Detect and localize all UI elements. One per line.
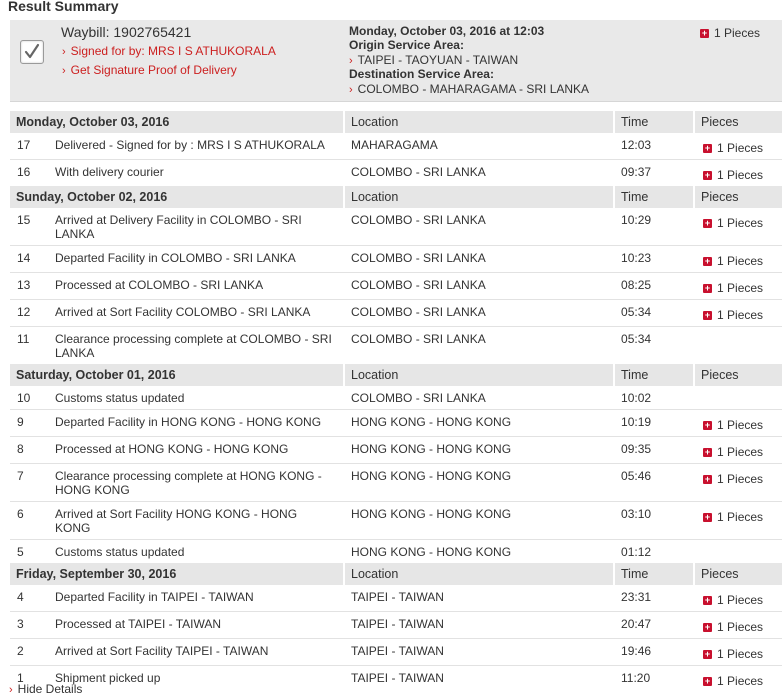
event-description: Clearance processing complete at HONG KONG - HONG KONG	[55, 463, 343, 501]
pieces-column-header: Pieces	[693, 364, 782, 386]
plus-icon: +	[704, 676, 711, 687]
delivery-date-time: Monday, October 03, 2016 at 12:03	[349, 24, 545, 38]
pieces-toggle[interactable]	[700, 26, 760, 40]
plus-icon: +	[704, 256, 711, 267]
event-number: 17	[17, 138, 31, 152]
event-time: 08:25	[613, 272, 693, 299]
event-location: HONG KONG - HONG KONG	[343, 436, 613, 463]
event-pieces-cell	[693, 208, 782, 245]
event-location: COLOMBO - SRI LANKA	[343, 245, 613, 272]
event-description: Customs status updated	[55, 539, 343, 563]
event-location: HONG KONG - HONG KONG	[343, 539, 613, 563]
event-pieces-cell	[693, 133, 782, 159]
event-row	[10, 539, 782, 563]
pieces-count: 1 Pieces	[714, 26, 761, 40]
event-location: HONG KONG - HONG KONG	[343, 463, 613, 501]
event-row	[10, 245, 782, 272]
event-time: 09:35	[613, 436, 693, 463]
event-location: MAHARAGAMA	[351, 138, 438, 152]
event-time: 10:19	[613, 409, 693, 436]
location-column-header: Location	[343, 111, 613, 133]
pieces-count: 1 Pieces	[717, 593, 764, 607]
chevron-right-icon: ›	[9, 684, 13, 696]
pieces-count: 1 Pieces	[717, 472, 764, 486]
pieces-column-header: Pieces	[693, 186, 782, 208]
date-section-header	[10, 186, 782, 208]
event-time: 20:47	[613, 611, 693, 638]
pieces-count: 1 Pieces	[717, 308, 764, 322]
signed-for-link[interactable]	[62, 44, 276, 58]
event-time: 05:34	[613, 299, 693, 326]
plus-icon: +	[704, 218, 711, 229]
destination-value	[349, 82, 589, 96]
event-description: Clearance processing complete at COLOMBO - SRI LANKA	[55, 326, 343, 364]
plus-icon: +	[704, 595, 711, 606]
chevron-right-icon: ›	[349, 84, 353, 96]
event-pieces-cell	[693, 272, 782, 299]
event-description: Departed Facility in TAIPEI - TAIWAN	[55, 590, 254, 604]
pieces-count: 1 Pieces	[717, 254, 764, 268]
event-number: 14	[10, 245, 55, 272]
event-description: With delivery courier	[55, 159, 343, 186]
time-column-header: Time	[613, 186, 693, 208]
hide-details-text: Hide Details	[17, 682, 83, 696]
signed-for-text: Signed for by: MRS I S ATHUKORALA	[70, 44, 276, 58]
pieces-count: 1 Pieces	[717, 445, 764, 459]
pieces-count: 1 Pieces	[717, 216, 764, 230]
event-location: TAIPEI - TAIWAN	[343, 638, 613, 665]
event-number: 8	[10, 436, 55, 463]
event-description: Arrived at Sort Facility TAIPEI - TAIWAN	[55, 638, 343, 665]
date-section-header	[10, 111, 782, 133]
event-pieces-cell	[693, 326, 782, 364]
event-pieces-cell	[693, 665, 782, 692]
pieces-toggle[interactable]	[703, 510, 763, 524]
event-row	[10, 208, 782, 245]
event-location: COLOMBO - SRI LANKA	[351, 213, 486, 227]
origin-value	[349, 53, 518, 67]
page-title: Result Summary	[8, 0, 119, 14]
event-description: Processed at TAIPEI - TAIWAN	[55, 611, 343, 638]
event-row	[10, 159, 782, 186]
plus-icon: +	[704, 622, 711, 633]
event-number: 6	[10, 501, 55, 539]
origin-label: Origin Service Area:	[349, 38, 464, 52]
event-description: Processed at HONG KONG - HONG KONG	[55, 436, 343, 463]
event-row	[10, 638, 782, 665]
hide-details-link[interactable]	[9, 682, 82, 696]
section-date: Saturday, October 01, 2016	[10, 364, 343, 386]
plus-icon: +	[704, 420, 711, 431]
event-location: TAIPEI - TAIWAN	[343, 611, 613, 638]
event-number: 5	[10, 539, 55, 563]
pieces-toggle[interactable]	[703, 141, 763, 155]
pieces-count: 1 Pieces	[717, 647, 764, 661]
origin-value-text: TAIPEI - TAOYUAN - TAIWAN	[357, 53, 519, 67]
event-location: COLOMBO - SRI LANKA	[343, 326, 613, 364]
event-time: 10:23	[613, 245, 693, 272]
signature-proof-link[interactable]	[62, 63, 237, 77]
event-location: HONG KONG - HONG KONG	[343, 501, 613, 539]
pieces-toggle[interactable]	[703, 216, 763, 230]
event-description: Delivered - Signed for by : MRS I S ATHUKORALA	[55, 138, 325, 152]
event-location: COLOMBO - SRI LANKA	[343, 272, 613, 299]
plus-icon: +	[704, 170, 711, 181]
event-location: COLOMBO - SRI LANKA	[343, 299, 613, 326]
event-number: 12	[10, 299, 55, 326]
section-date: Monday, October 03, 2016	[10, 111, 343, 133]
event-row	[10, 409, 782, 436]
location-column-header: Location	[343, 563, 613, 585]
event-row	[10, 436, 782, 463]
section-date: Sunday, October 02, 2016	[10, 186, 343, 208]
pieces-toggle[interactable]	[703, 620, 763, 634]
time-column-header: Time	[613, 364, 693, 386]
event-description: Arrived at Sort Facility COLOMBO - SRI LANKA	[55, 299, 343, 326]
event-location: HONG KONG - HONG KONG	[343, 409, 613, 436]
chevron-right-icon: ›	[349, 55, 353, 67]
shipment-events-table	[10, 111, 782, 692]
event-row	[10, 665, 782, 692]
event-number: 10	[17, 391, 31, 405]
event-time: 10:29	[621, 213, 652, 227]
event-description: Processed at COLOMBO - SRI LANKA	[55, 272, 343, 299]
event-pieces-cell	[693, 436, 782, 463]
event-time: 05:46	[613, 463, 693, 501]
event-row	[10, 133, 782, 159]
signature-proof-text: Get Signature Proof of Delivery	[70, 63, 237, 77]
destination-value-text: COLOMBO - MAHARAGAMA - SRI LANKA	[357, 82, 590, 96]
plus-icon: +	[704, 649, 711, 660]
plus-icon: +	[704, 512, 711, 523]
pieces-toggle[interactable]	[703, 418, 763, 432]
pieces-toggle[interactable]	[703, 674, 763, 688]
pieces-toggle[interactable]	[703, 308, 763, 322]
section-date: Friday, September 30, 2016	[10, 563, 343, 585]
pieces-count: 1 Pieces	[717, 281, 764, 295]
pieces-toggle[interactable]	[703, 445, 763, 459]
event-pieces-cell	[693, 585, 782, 611]
event-row	[10, 501, 782, 539]
event-row	[10, 611, 782, 638]
pieces-count: 1 Pieces	[717, 418, 764, 432]
event-description: Shipment picked up	[55, 665, 343, 692]
event-time: 10:02	[621, 391, 652, 405]
event-row	[10, 299, 782, 326]
event-pieces-cell	[693, 299, 782, 326]
pieces-count: 1 Pieces	[717, 620, 764, 634]
pieces-toggle[interactable]	[703, 281, 763, 295]
event-time: 11:20	[613, 665, 693, 692]
event-time: 23:31	[621, 590, 652, 604]
event-description: Departed Facility in COLOMBO - SRI LANKA	[55, 245, 343, 272]
event-pieces-cell	[693, 611, 782, 638]
location-column-header: Location	[343, 186, 613, 208]
event-description: Arrived at Sort Facility HONG KONG - HONG KONG	[55, 501, 343, 539]
plus-icon: +	[704, 310, 711, 321]
event-time: 19:46	[613, 638, 693, 665]
event-time: 09:37	[613, 159, 693, 186]
event-row	[10, 386, 782, 409]
event-time: 03:10	[613, 501, 693, 539]
event-row	[10, 272, 782, 299]
check-icon	[20, 40, 44, 64]
event-time: 12:03	[621, 138, 652, 152]
time-column-header: Time	[613, 563, 693, 585]
pieces-toggle[interactable]	[703, 472, 763, 486]
chevron-right-icon: ›	[62, 46, 66, 58]
event-pieces-cell	[693, 638, 782, 665]
pieces-toggle[interactable]	[703, 254, 763, 268]
event-row	[10, 326, 782, 364]
event-location: TAIPEI - TAIWAN	[351, 590, 444, 604]
pieces-column-header: Pieces	[693, 111, 782, 133]
event-pieces-cell	[693, 245, 782, 272]
event-time: 05:34	[613, 326, 693, 364]
destination-label: Destination Service Area:	[349, 67, 494, 81]
event-number: 4	[17, 590, 24, 604]
event-pieces-cell	[693, 409, 782, 436]
date-section-header	[10, 563, 782, 585]
event-pieces-cell	[693, 386, 782, 409]
event-pieces-cell	[693, 463, 782, 501]
event-description: Customs status updated	[55, 391, 185, 405]
event-number: 9	[10, 409, 55, 436]
date-section-header	[10, 364, 782, 386]
location-column-header: Location	[343, 364, 613, 386]
pieces-count: 1 Pieces	[717, 168, 764, 182]
pieces-count: 1 Pieces	[717, 141, 764, 155]
plus-icon: +	[704, 283, 711, 294]
event-time: 01:12	[613, 539, 693, 563]
chevron-right-icon: ›	[62, 65, 66, 77]
plus-icon: +	[701, 28, 708, 39]
event-pieces-cell	[693, 539, 782, 563]
event-number: 15	[17, 213, 31, 227]
event-number: 16	[10, 159, 55, 186]
event-pieces-cell	[693, 501, 782, 539]
event-location: TAIPEI - TAIWAN	[343, 665, 613, 692]
plus-icon: +	[704, 143, 711, 154]
waybill-number: Waybill: 1902765421	[61, 24, 192, 40]
plus-icon: +	[704, 447, 711, 458]
event-location: COLOMBO - SRI LANKA	[351, 391, 486, 405]
shipment-summary-panel	[10, 20, 782, 102]
event-row	[10, 585, 782, 611]
pieces-count: 1 Pieces	[717, 510, 764, 524]
time-column-header: Time	[613, 111, 693, 133]
event-number: 1	[10, 665, 55, 692]
event-description: Departed Facility in HONG KONG - HONG KONG	[55, 409, 343, 436]
event-number: 3	[10, 611, 55, 638]
event-location: COLOMBO - SRI LANKA	[343, 159, 613, 186]
pieces-toggle[interactable]	[703, 168, 763, 182]
event-row	[10, 463, 782, 501]
event-pieces-cell	[693, 159, 782, 186]
pieces-column-header: Pieces	[693, 563, 782, 585]
event-number: 13	[10, 272, 55, 299]
event-number: 2	[10, 638, 55, 665]
pieces-count: 1 Pieces	[717, 674, 764, 688]
event-number: 11	[10, 326, 55, 364]
event-description: Arrived at Delivery Facility in COLOMBO - SRI LANKA	[55, 213, 302, 241]
plus-icon: +	[704, 474, 711, 485]
pieces-toggle[interactable]	[703, 593, 763, 607]
pieces-toggle[interactable]	[703, 647, 763, 661]
event-number: 7	[10, 463, 55, 501]
